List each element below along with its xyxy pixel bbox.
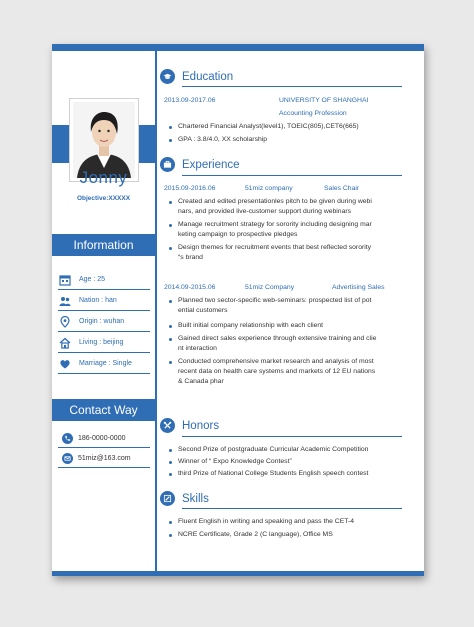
job-bullet-line: Created and edited presentationles pitch to be given during webi	[178, 198, 372, 205]
information-header: Information	[52, 234, 155, 256]
info-nation-label: Nation : han	[79, 297, 117, 304]
honors-title: Honors	[182, 419, 220, 432]
honor-item: third Prize of National College Students English speech contest	[166, 469, 408, 479]
job-company: 51miz Company	[245, 284, 295, 291]
avatar-icon	[73, 102, 135, 178]
skills-title: Skills	[182, 492, 209, 505]
phone-number: 186-0000-0000	[78, 435, 126, 442]
job-bullet-line: recent data on health care systems and markets of 12 EU nations	[178, 368, 376, 376]
phone-icon	[62, 433, 73, 444]
skills-header	[160, 491, 410, 506]
job-bullet-line: Conducted comprehensive market research and analysis of most	[178, 358, 374, 365]
education-bullet: GPA : 3.8/4.0, XX scholarship	[166, 135, 408, 145]
job-bullet	[166, 197, 408, 217]
job-bullet-line: Planned two sector-specific web-seminars: prospected list of pot	[178, 297, 372, 304]
education-rule	[182, 86, 402, 87]
info-marriage	[58, 354, 150, 374]
job-bullet	[166, 296, 408, 316]
people-icon	[58, 295, 72, 307]
experience-header	[160, 157, 410, 172]
pencil-icon	[160, 491, 175, 506]
info-living-label: Living : beijing	[79, 339, 124, 346]
calendar-icon	[58, 274, 72, 286]
job-bullet	[166, 220, 408, 240]
job-bullet	[166, 357, 408, 388]
info-marriage-label: Marriage : Single	[79, 360, 132, 367]
job-bullet-line: “s brand	[178, 254, 203, 262]
objective-text: Objective:XXXXX	[76, 195, 131, 202]
column-divider	[155, 51, 157, 571]
job-bullet-line: nt interaction	[178, 345, 217, 353]
education-bullet: Chartered Financial Analyst(level1), TOEIC(805),CET6(665)	[166, 122, 408, 132]
job-bullet-line: Manage recruitment strategy for sorority including designing mar	[178, 221, 372, 228]
job-company: 51miz company	[245, 185, 293, 192]
tools-icon	[160, 418, 175, 433]
experience-rule	[182, 175, 402, 176]
home-icon	[58, 337, 72, 349]
contact-email	[58, 450, 150, 468]
job-bullet-line: Built initial company relationship with each client	[178, 322, 324, 329]
job-period: 2014.09-2015.06	[164, 284, 216, 291]
honor-item: Second Prize of postgraduate Curricular Academic Competition	[166, 445, 408, 455]
email-address: 51miz@163.com	[78, 455, 131, 462]
skill-item: NCRE Certificate, Grade 2 (C language), Office MS	[166, 530, 408, 540]
honors-header	[160, 418, 410, 433]
job-bullet-line: ential customers	[178, 307, 228, 315]
job-bullet-line: Gained direct sales experience through extensive training and clie	[178, 335, 377, 342]
info-origin-label: Origin : wuhan	[79, 318, 125, 325]
contact-phone	[58, 430, 150, 448]
job-role: Advertising Sales	[332, 284, 385, 291]
education-school: UNIVERSITY OF SHANGHAI	[279, 97, 369, 104]
honor-item: Winner of “ Expo Knowledge Contest”	[166, 457, 408, 467]
info-origin	[58, 312, 150, 332]
candidate-name: Jonny	[79, 168, 128, 187]
job-bullet	[166, 334, 408, 354]
bottom-accent-bar	[52, 571, 424, 576]
email-icon	[62, 453, 73, 464]
info-nation	[58, 291, 150, 311]
graduation-cap-icon	[160, 69, 175, 84]
skills-rule	[182, 508, 402, 509]
skill-item: Fluent English in writing and speaking and pass the CET-4	[166, 517, 408, 527]
job-bullet	[166, 321, 408, 331]
job-bullet	[166, 243, 408, 263]
job-role: Sales Chair	[324, 185, 360, 192]
job-bullet-line: nars, and provided live-customer support during webinars	[178, 208, 352, 216]
education-period: 2013.09-2017.06	[164, 97, 216, 104]
job-bullet-line: Design themes for recruitment events that best reflected sorority	[178, 244, 372, 251]
info-age	[58, 270, 150, 290]
location-icon	[58, 316, 72, 328]
experience-title: Experience	[182, 158, 240, 171]
job-bullet-line: & Canada phar	[178, 378, 224, 386]
top-accent-bar	[52, 44, 424, 51]
contact-header: Contact Way	[52, 399, 155, 421]
info-living	[58, 333, 150, 353]
job-bullet-line: keting campaign to prospective pledges	[178, 231, 298, 239]
job-period: 2015.09-2016.06	[164, 185, 216, 192]
heart-icon	[58, 358, 72, 370]
info-age-label: Age : 25	[79, 276, 106, 283]
education-major: Accounting Profession	[279, 110, 347, 117]
briefcase-icon	[160, 157, 175, 172]
education-header	[160, 69, 410, 84]
resume-sheet	[52, 44, 424, 576]
education-title: Education	[182, 70, 234, 83]
honors-rule	[182, 436, 402, 437]
